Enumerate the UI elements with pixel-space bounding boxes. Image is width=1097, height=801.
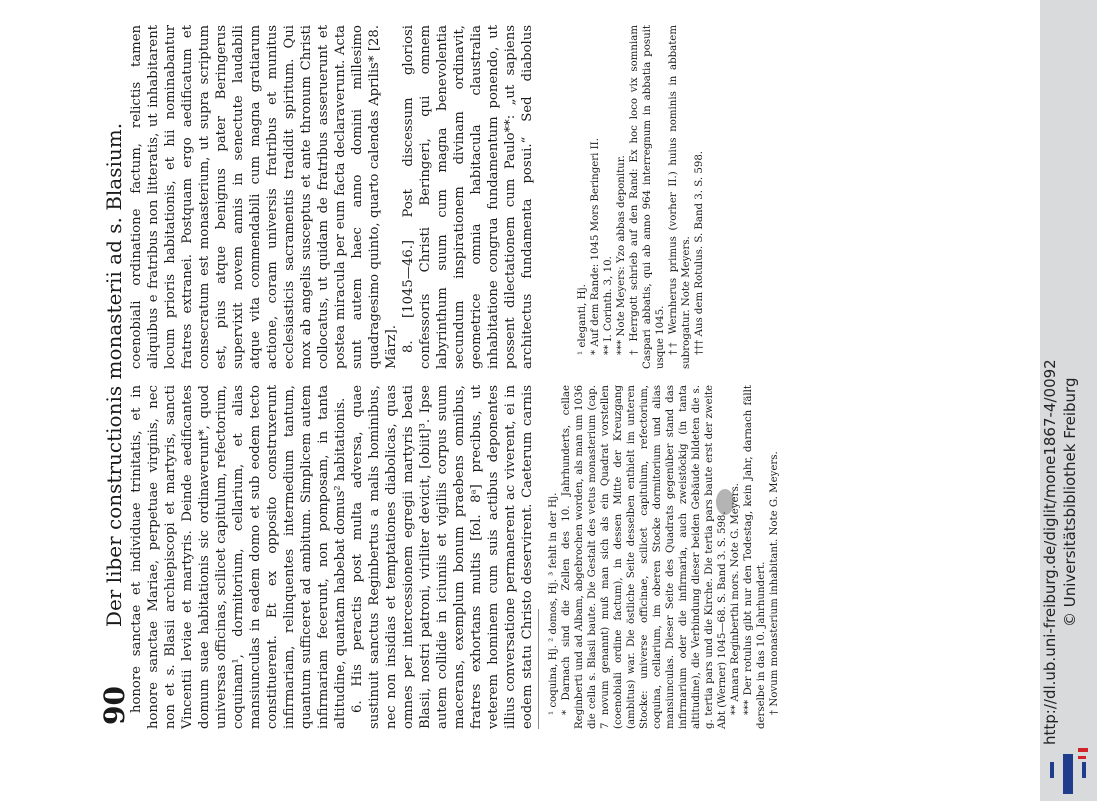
paragraph: 8. [1045—46.] Post discessum gloriosi confessoris Christi Beringeri, qui omnem labyrinthum suum cum magna benevolentia secundum inspirationem divinam ordinavit, geometrice omnia habitacula claustralia inhabitatione congrua fundamentum ponendo, ut possent dilectationem cum Paulo**: „ut sapiens architectus fundamenta posui.“ Sed diabolus bbox=[401, 25, 535, 369]
footnote: * Auf dem Rande: 1045 Mors Beringeri II. bbox=[590, 138, 601, 355]
footnote: †† Wernherus primus (vorher II.) huius nominis in abbatem subrogatur. Note Meyers. bbox=[668, 25, 692, 369]
footnote: * Darnach sind die Zellen des 10. Jahrhunderts, cellae Reginberti und ad Albam, abgebrochen worden, als man um 1036 die cella s. Blasii baute. Die Gestalt des vetus monasterium (cap. 7 novum genannt) muß man sich als ein Quadrat vorstellen (coenobiali ordine factum), in dessen Mitte der Kreuzgang (ambitus) war. Die östliche Seite desselben enthielt im unteren Stocke: universe officinae, scilicet capitulum, refectorium, coquina, cellarium, im oberen Stocke dormitorium und alias mansiunculas. Dieser Seite des Quadrats gegenüber stand das infirmarium oder die infirmaria, auch zweistöckig (in tanta altitudine), die Verbindung dieser beiden Gebäude bildeten die s. g. tertia pars und die Kirche. Die tertia pars baute erst der zweite Abt (Werner) 1045—68. S. Band 3. S. 598. bbox=[561, 385, 728, 729]
logo-accent-top bbox=[1078, 748, 1088, 752]
logo-bar-center bbox=[1063, 754, 1073, 794]
left-main-text bbox=[128, 385, 536, 729]
page-number: 90 bbox=[98, 686, 131, 725]
right-main-text bbox=[128, 25, 536, 369]
logo-bar-left bbox=[1050, 762, 1054, 778]
scanned-page bbox=[88, 15, 1048, 735]
viewer-sidebar bbox=[1040, 0, 1097, 801]
left-footnotes bbox=[547, 385, 781, 729]
footnote: *** Der rotulus gibt nur den Todestag, kein Jahr, darnach fällt derselbe in das 10. Jahrhundert. bbox=[743, 385, 767, 729]
footnote: ¹ coquina, Hj. ² domos, Hj. ³ fehlt in der Hj. bbox=[548, 492, 559, 715]
right-column bbox=[128, 25, 706, 369]
logo-bar-right bbox=[1082, 762, 1086, 778]
right-footnotes bbox=[576, 25, 706, 369]
ink-stain bbox=[716, 489, 734, 515]
paragraph: coenobiali ordinatione factum, relictis tamen aliquibus e fratribus non litteratis, ut inhabitarent locum prioris habitationis, et hii nominabantur fratres extranei. Postquam ergo aedificatum et consecratum est monasterium, ut supra scriptum est, pius atque benignus pater Beringerus supervixit novem annis in senectute laudabili atque vita commendabili cum magna gratiarum actione, coram universis fratribus et munitus ecclesiasticis sacramentis tradidit spiritum. Qui mox ab angelis susceptus et ante thronum Christi collocatus, ut quidam de fratribus asseruerunt et postea miracula per eum facta declaraverunt. Acta sunt autem haec anno domini millesimo quadragesimo quinto, quarto calendas Aprilis* [28. März]. bbox=[129, 25, 399, 369]
ub-freiburg-logo-icon[interactable] bbox=[1040, 740, 1097, 800]
permalink-url[interactable]: http://dl.ub.uni-freiburg.de/diglit/mone1867-4/0092 bbox=[1041, 359, 1059, 745]
running-title: Der liber constructionis monasterii ad s. Blasium. bbox=[102, 122, 126, 628]
paragraph: honore sanctae et individuae trinitatis, et in honore sanctae Mariae, perpetuae virginis, nec non et s. Blasii archiepiscopi et martyris, sancti Vincentii leviae et martyris. Deinde aedificantes domum suae habitationis sic ordinaverunt*, quod universas officinas, scilicet capitulum, refectorium, coquinam¹, dormitorium, cellarium, et alias mansiunculas in eadem domo et sub eodem tecto constituerent. Et ex opposito construxerunt infirmariam, relinquentes intermedium tantum, quantum sufficeret ad ambitum. Simplicem autem infirmariam fecerunt, non pomposam, in tanta altitudine, quantam habebat domus² habitationis. bbox=[129, 385, 348, 729]
footnote: ††† Aus dem Rotulus. S. Band 3. S. 598. bbox=[694, 150, 705, 355]
footnote: ** I. Corinth. 3, 10. bbox=[603, 256, 614, 355]
footnote: *** Note Meyers: Yzo abbas deponitur. bbox=[616, 155, 627, 355]
footnote: † Novum monasterium inhabitant. Note G. Meyers. bbox=[769, 451, 780, 715]
footnote: ** Amara Reginberthi mors. Note G. Meyers. bbox=[730, 483, 741, 715]
logo-accent-mid bbox=[1078, 756, 1086, 759]
left-column bbox=[128, 385, 781, 729]
footnote-divider bbox=[538, 609, 539, 729]
footnote: ¹ eleganti, Hj. bbox=[577, 284, 588, 355]
paragraph: 6. His peractis post multa adversa, quae sustinuit sanctus Reginbertus a malis hominibus, nec non insidias et temptationes diabolicas, quas omnes per intercessionem egregii martyris beati Blasii, nostri patroni, viriliter devicit, [obiit]³. Ipse autem collidie in iciuniis et vigiliis corpus suum macerans, exemplum bonum praebens omnibus, fratres exhortans multis [fol. 8ᵃ] precibus, ut veterem hominem cum suis actibus deponentes illius conversatione permanerent ac viverent, ei in eodem statu Christo deservirent. Caeterum carnis bbox=[350, 385, 535, 729]
copyright-notice: © Universitätsbibliothek Freiburg bbox=[1061, 377, 1079, 627]
footnote: † Herrgott schrieb auf den Rand: Ex hoc loco vix somniam Caspari abbatis, qui ab anno 964 interregnum in abbatia posuit usque 1045. bbox=[629, 25, 666, 369]
